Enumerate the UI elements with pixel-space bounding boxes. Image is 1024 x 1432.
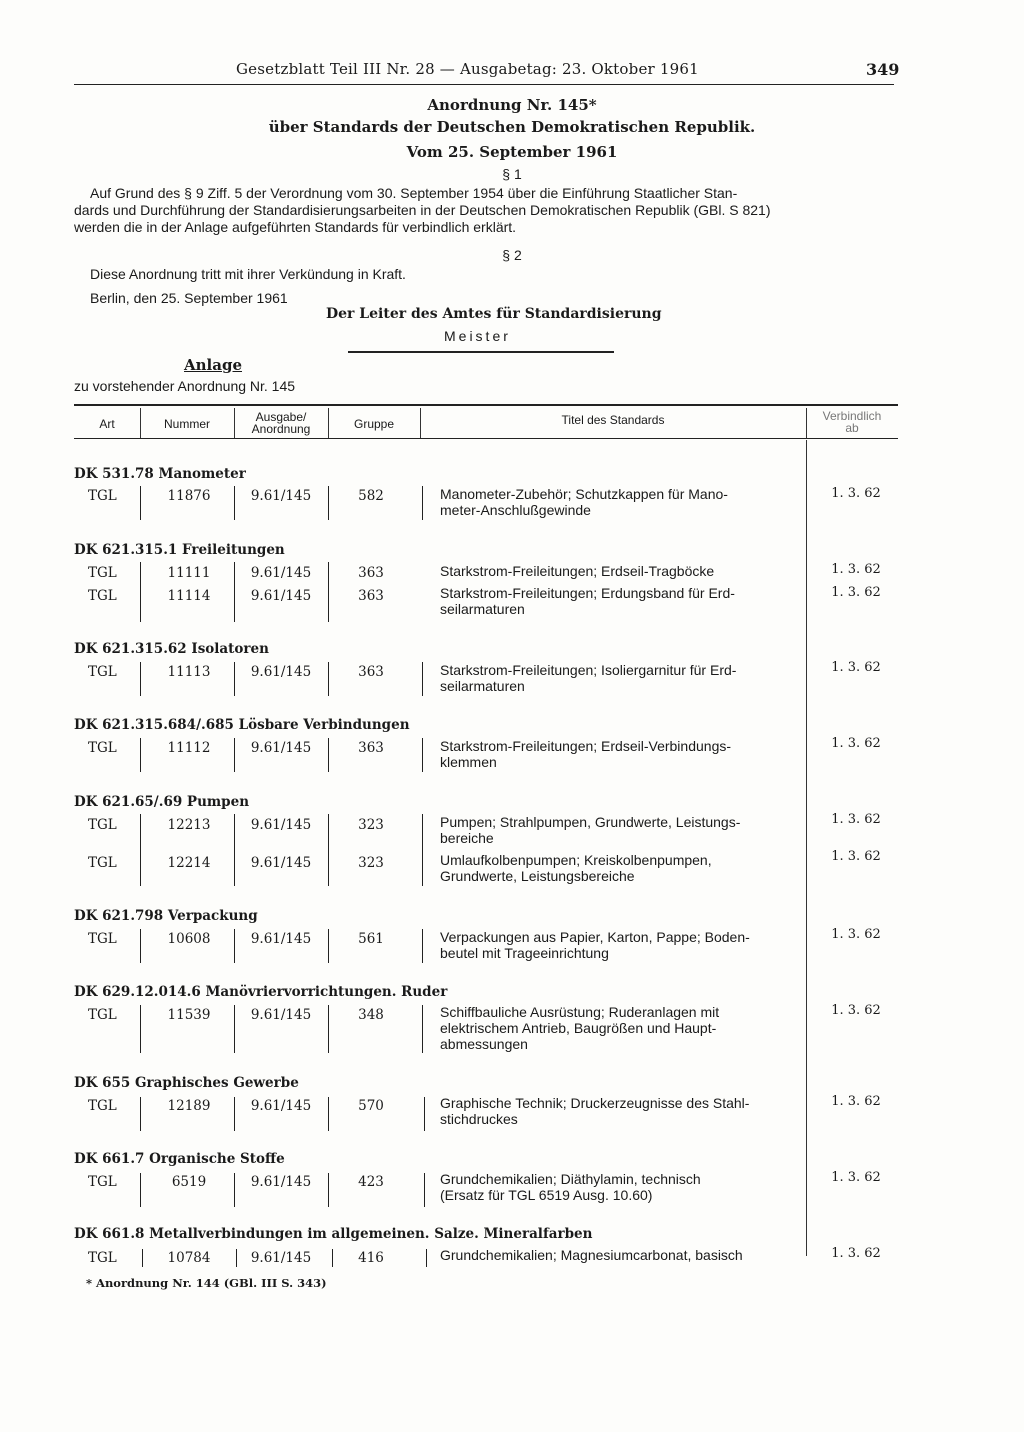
cell-titel-line-2: meter-Anschlußgewinde — [440, 502, 591, 518]
column-header-ausgabe-1: Ausgabe/ — [255, 410, 307, 424]
cell-nummer: 10784 — [167, 1250, 211, 1266]
cell-verbindlich: 1. 3. 62 — [831, 1003, 881, 1018]
row-bar — [234, 662, 235, 696]
column-header-nummer: Nummer — [163, 417, 210, 431]
table-header-top-rule — [74, 404, 898, 406]
cell-titel-line-2: klemmen — [440, 754, 497, 770]
section-1-line-3: werden die in der Anlage aufgeführten Standards für verbindlich erklärt. — [74, 219, 517, 235]
section-1-line-1: Auf Grund des § 9 Ziff. 5 der Verordnung vom 30. September 1954 über die Einführung Staatlicher Stan- — [90, 185, 738, 201]
cell-titel-line-2: (Ersatz für TGL 6519 Ausg. 10.60) — [440, 1187, 653, 1203]
column-header-titel: Titel des Standards — [561, 413, 665, 427]
section-2-text: Diese Anordnung tritt mit ihrer Verkündung in Kraft. — [90, 266, 406, 282]
row-bar — [328, 562, 329, 622]
cell-titel-line-2: elektrischem Antrieb, Baugrößen und Haupt- — [440, 1020, 717, 1036]
footnote: * Anordnung Nr. 144 (GBl. III S. 343) — [86, 1276, 327, 1290]
cell-ausgabe: 9.61/145 — [250, 1007, 312, 1023]
cell-verbindlich: 1. 3. 62 — [831, 1170, 881, 1185]
place-and-date: Berlin, den 25. September 1961 — [90, 290, 288, 306]
column-header-verbindlich-2: ab — [845, 421, 859, 435]
cell-titel-line-1: Starkstrom-Freileitungen; Isoliergarnitur für Erd- — [440, 662, 737, 678]
group-heading: DK 629.12.014.6 Manövriervorrichtungen. Ruder — [74, 984, 448, 1000]
cell-art: TGL — [88, 1007, 117, 1023]
signature-rule — [348, 351, 614, 353]
cell-art: TGL — [88, 740, 117, 756]
row-bar — [140, 814, 141, 886]
cell-titel-line-2: seilarmaturen — [440, 678, 525, 694]
cell-art: TGL — [88, 817, 117, 833]
cell-titel-line-2: seilarmaturen — [440, 601, 525, 617]
cell-ausgabe: 9.61/145 — [250, 664, 312, 680]
cell-verbindlich: 1. 3. 62 — [831, 849, 881, 864]
group-heading: DK 621.65/.69 Pumpen — [74, 794, 250, 810]
row-bar — [328, 662, 329, 696]
cell-gruppe: 363 — [358, 565, 384, 581]
cell-art: TGL — [88, 588, 117, 604]
cell-verbindlich: 1. 3. 62 — [831, 1094, 881, 1109]
cell-art: TGL — [88, 664, 117, 680]
row-bar — [140, 929, 141, 963]
cell-gruppe: 416 — [358, 1250, 384, 1266]
cell-titel-line-1: Umlaufkolbenpumpen; Kreiskolbenpumpen, — [440, 852, 712, 868]
row-bar — [236, 1249, 237, 1267]
annex-title: Anlage — [184, 356, 242, 374]
column-header-verbindlich-1: Verbindlich — [822, 409, 882, 423]
cell-art: TGL — [88, 931, 117, 947]
row-bar — [422, 662, 423, 696]
column-header-gruppe: Gruppe — [353, 417, 395, 431]
cell-titel-line-1: Graphische Technik; Druckerzeugnisse des Stahl- — [440, 1095, 750, 1111]
cell-titel-line-1: Schiffbauliche Ausrüstung; Ruderanlagen mit — [440, 1004, 720, 1020]
cell-gruppe: 582 — [358, 488, 384, 504]
column-header-ausgabe-2: Anordnung — [251, 422, 311, 436]
cell-verbindlich: 1. 3. 62 — [831, 486, 881, 501]
ordinance-subtitle: über Standards der Deutschen Demokratischen Republik. — [268, 118, 756, 136]
table-header-bottom-rule — [74, 438, 898, 439]
cell-ausgabe: 9.61/145 — [250, 1174, 312, 1190]
group-heading: DK 621.315.1 Freileitungen — [74, 542, 285, 558]
row-bar — [142, 1249, 143, 1267]
row-bar — [332, 1249, 333, 1267]
row-bar — [140, 662, 141, 696]
row-bar — [328, 1005, 329, 1053]
cell-verbindlich: 1. 3. 62 — [831, 585, 881, 600]
row-bar — [422, 1005, 423, 1053]
row-bar — [328, 738, 329, 772]
row-bar — [140, 1173, 141, 1207]
group-heading: DK 621.315.62 Isolatoren — [74, 641, 269, 657]
ordinance-date: Vom 25. September 1961 — [406, 143, 618, 161]
row-bar — [328, 929, 329, 963]
row-bar — [234, 562, 235, 622]
cell-verbindlich: 1. 3. 62 — [831, 660, 881, 675]
cell-nummer: 12213 — [167, 817, 211, 833]
cell-art: TGL — [88, 855, 117, 871]
cell-art: TGL — [88, 1098, 117, 1114]
cell-nummer: 11114 — [167, 588, 211, 604]
row-bar — [422, 486, 423, 520]
cell-nummer: 11876 — [167, 488, 211, 504]
cell-verbindlich: 1. 3. 62 — [831, 562, 881, 577]
cell-ausgabe: 9.61/145 — [250, 931, 312, 947]
cell-titel-line-1: Manometer-Zubehör; Schutzkappen für Mano- — [440, 486, 728, 502]
cell-gruppe: 363 — [358, 664, 384, 680]
cell-gruppe: 363 — [358, 740, 384, 756]
cell-verbindlich: 1. 3. 62 — [831, 812, 881, 827]
row-bar — [140, 562, 141, 622]
row-bar — [328, 1173, 329, 1207]
row-bar — [426, 1249, 427, 1267]
cell-gruppe: 363 — [358, 588, 384, 604]
row-bar — [422, 814, 423, 886]
cell-nummer: 10608 — [167, 931, 211, 947]
verbindlich-column-rule — [806, 440, 807, 1256]
group-heading: DK 655 Graphisches Gewerbe — [74, 1075, 299, 1091]
row-bar — [140, 1005, 141, 1053]
cell-gruppe: 561 — [358, 931, 384, 947]
cell-titel-line-2: Grundwerte, Leistungsbereiche — [440, 868, 635, 884]
row-bar — [422, 738, 423, 772]
cell-ausgabe: 9.61/145 — [250, 588, 312, 604]
group-heading: DK 661.7 Organische Stoffe — [74, 1151, 285, 1167]
section-2-heading: § 2 — [502, 247, 522, 263]
cell-gruppe: 423 — [358, 1174, 384, 1190]
header-rule — [74, 84, 894, 85]
cell-nummer: 11112 — [167, 740, 211, 756]
cell-gruppe: 323 — [358, 817, 384, 833]
row-bar — [234, 486, 235, 520]
row-bar — [328, 486, 329, 520]
cell-nummer: 11113 — [167, 664, 211, 680]
cell-titel-line-1: Starkstrom-Freileitungen; Erdseil-Verbindungs- — [440, 738, 732, 754]
row-bar — [234, 929, 235, 963]
row-bar — [234, 1173, 235, 1207]
signer-name: Meister — [444, 328, 511, 344]
cell-titel-line-2: bereiche — [440, 830, 494, 846]
row-bar — [140, 738, 141, 772]
cell-titel-line-1: Verpackungen aus Papier, Karton, Pappe; Boden- — [440, 929, 750, 945]
cell-nummer: 11111 — [167, 565, 211, 581]
group-heading: DK 621.315.684/.685 Lösbare Verbindungen — [74, 717, 410, 733]
cell-ausgabe: 9.61/145 — [250, 740, 312, 756]
row-bar — [234, 814, 235, 886]
group-heading: DK 621.798 Verpackung — [74, 908, 258, 924]
cell-gruppe: 570 — [358, 1098, 384, 1114]
annex-subtitle: zu vorstehender Anordnung Nr. 145 — [74, 378, 296, 394]
cell-titel-line-1: Starkstrom-Freileitungen; Erdungsband für Erd- — [440, 585, 735, 601]
row-bar — [328, 814, 329, 886]
cell-ausgabe: 9.61/145 — [250, 1098, 312, 1114]
row-bar — [422, 929, 423, 963]
cell-ausgabe: 9.61/145 — [250, 488, 312, 504]
row-bar — [424, 1097, 425, 1131]
cell-art: TGL — [88, 1250, 117, 1266]
cell-ausgabe: 9.61/145 — [250, 817, 312, 833]
cell-ausgabe: 9.61/145 — [250, 1250, 312, 1266]
row-bar — [140, 486, 141, 520]
cell-titel-line-2: beutel mit Trageeinrichtung — [440, 945, 609, 961]
cell-nummer: 11539 — [167, 1007, 211, 1023]
group-heading: DK 531.78 Manometer — [74, 466, 246, 482]
row-bar — [424, 1173, 425, 1207]
cell-nummer: 6519 — [171, 1174, 207, 1190]
row-bar — [140, 1097, 141, 1131]
cell-gruppe: 348 — [358, 1007, 384, 1023]
column-header-art: Art — [99, 417, 115, 431]
group-heading: DK 661.8 Metallverbindungen im allgemeinen. Salze. Mineralfarben — [74, 1226, 593, 1242]
cell-verbindlich: 1. 3. 62 — [831, 736, 881, 751]
cell-titel-line-1: Pumpen; Strahlpumpen, Grundwerte, Leistungs- — [440, 814, 741, 830]
cell-art: TGL — [88, 565, 117, 581]
cell-ausgabe: 9.61/145 — [250, 855, 312, 871]
cell-verbindlich: 1. 3. 62 — [831, 1246, 881, 1261]
ordinance-title: Anordnung Nr. 145* — [427, 96, 597, 114]
page-header: Gesetzblatt Teil III Nr. 28 — Ausgabetag: 23. Oktober 1961 — [236, 60, 699, 78]
page-number: 349 — [866, 60, 900, 79]
cell-titel-line-1: Starkstrom-Freileitungen; Erdseil-Tragböcke — [440, 563, 715, 579]
cell-ausgabe: 9.61/145 — [250, 565, 312, 581]
cell-art: TGL — [88, 488, 117, 504]
cell-titel-line-2: stichdruckes — [440, 1111, 518, 1127]
row-bar — [328, 1097, 329, 1131]
signer-title: Der Leiter des Amtes für Standardisierung — [326, 306, 662, 322]
cell-verbindlich: 1. 3. 62 — [831, 927, 881, 942]
section-1-line-2: dards und Durchführung der Standardisierungsarbeiten in der Deutschen Demokratischen Republik (GBl. S 821) — [74, 202, 771, 218]
cell-titel-line-1: Grundchemikalien; Magnesiumcarbonat, basisch — [440, 1247, 743, 1263]
section-1-heading: § 1 — [502, 166, 522, 182]
row-bar — [234, 738, 235, 772]
cell-gruppe: 323 — [358, 855, 384, 871]
cell-titel-line-3: abmessungen — [440, 1036, 528, 1052]
cell-nummer: 12189 — [167, 1098, 211, 1114]
cell-art: TGL — [88, 1174, 117, 1190]
row-bar — [234, 1097, 235, 1131]
cell-nummer: 12214 — [167, 855, 211, 871]
cell-titel-line-1: Grundchemikalien; Diäthylamin, technisch — [440, 1171, 701, 1187]
row-bar — [234, 1005, 235, 1053]
